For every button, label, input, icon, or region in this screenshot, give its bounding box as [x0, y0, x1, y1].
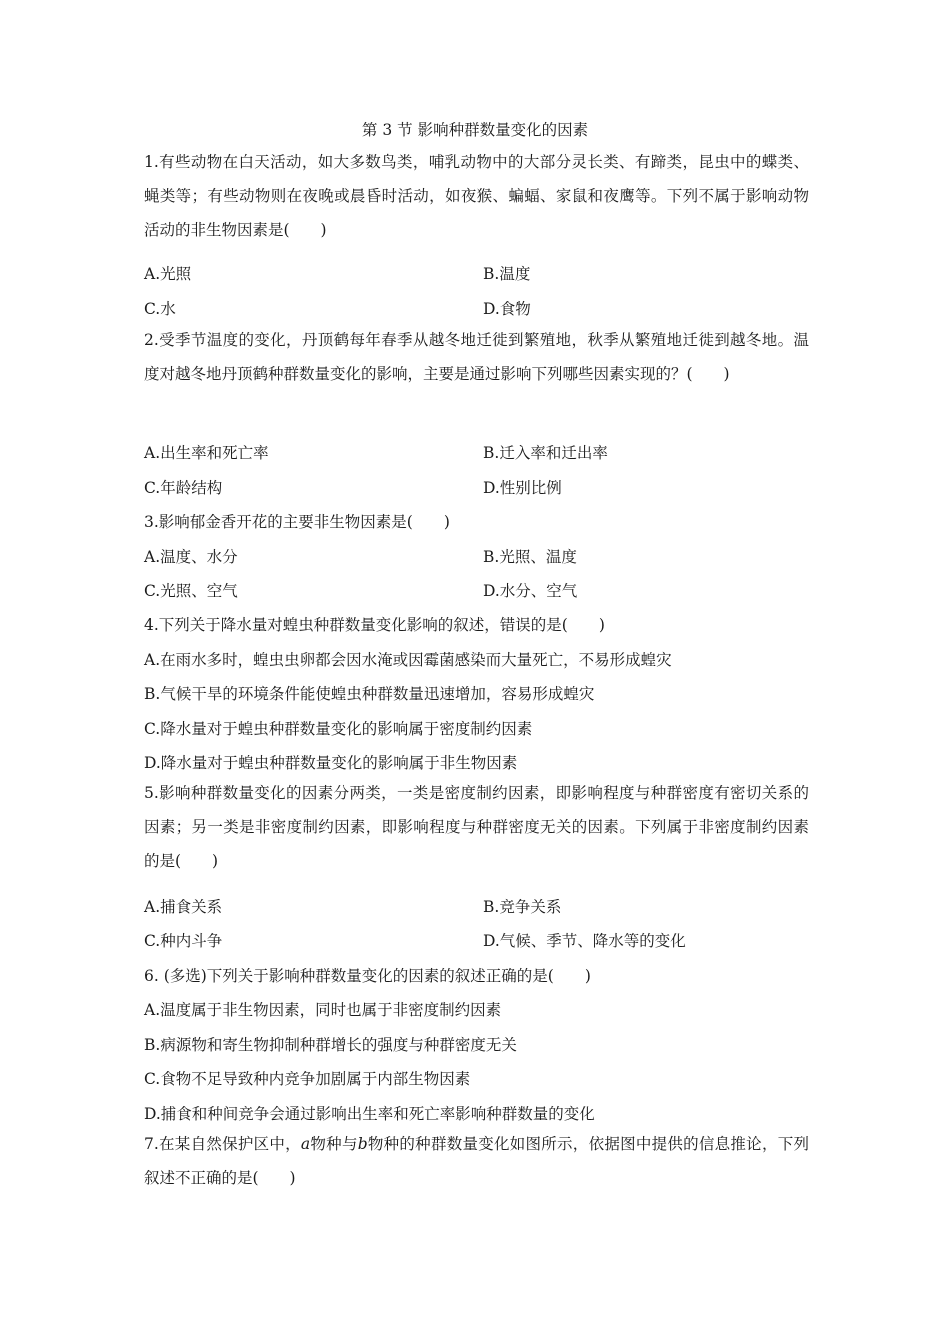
question-2-stem: 2.受季节温度的变化，丹顶鹤每年春季从越冬地迁徙到繁殖地，秋季从繁殖地迁徙到越冬地。温度对越冬地丹顶鹤种群数量变化的影响，主要是通过影响下列哪些因素实现的？( )	[144, 331, 809, 383]
question-6-option-a: A.温度属于非生物因素，同时也属于非密度制约因素	[144, 1001, 502, 1019]
question-2-option-a: A.出生率和死亡率	[144, 444, 269, 462]
question-4-option-a: A.在雨水多时，蝗虫虫卵都会因水淹或因霉菌感染而大量死亡，不易形成蝗灾	[144, 651, 672, 669]
question-7-stem	[144, 1127, 809, 1195]
question-6-option-c: C.食物不足导致种内竞争加剧属于内部生物因素	[144, 1070, 471, 1088]
question-4-option-d: D.降水量对于蝗虫种群数量变化的影响属于非生物因素	[144, 754, 518, 772]
question-2-option-c: C.年龄结构	[144, 479, 223, 497]
question-4-option-c: C.降水量对于蝗虫种群数量变化的影响属于密度制约因素	[144, 720, 533, 738]
question-3-stem: 3.影响郁金香开花的主要非生物因素是( )	[144, 513, 450, 531]
question-4-option-b: B.气候干旱的环境条件能使蝗虫种群数量迅速增加，容易形成蝗灾	[144, 685, 595, 703]
question-3-option-c: C.光照、空气	[144, 582, 238, 600]
question-7-text-3: 物种的种群数量变化如图所示，依据图中提供的信息推论，下列叙述不正确的是( )	[144, 1135, 809, 1187]
question-7-text-2: 物种与	[310, 1135, 358, 1153]
question-1-stem: 1.有些动物在白天活动，如大多数鸟类，哺乳动物中的大部分灵长类、有蹄类，昆虫中的蝶类、蝇类等；有些动物则在夜晚或晨昏时活动，如夜猴、蝙蝠、家鼠和夜鹰等。下列不属于影响动物活动的非生物因素是( )	[144, 153, 809, 239]
question-3-option-b: B.光照、温度	[483, 548, 577, 566]
question-1-option-d: D.食物	[483, 300, 531, 318]
question-7-species-a: a	[300, 1135, 311, 1153]
question-1-option-c: C.水	[144, 300, 176, 318]
question-7-text-1: 7.在某自然保护区中，	[144, 1135, 301, 1153]
question-1-option-b: B.温度	[483, 265, 531, 283]
question-7-species-b: b	[357, 1135, 368, 1153]
question-1-option-a: A.光照	[144, 265, 192, 283]
question-3-option-a: A.温度、水分	[144, 548, 238, 566]
question-5-option-d: D.气候、季节、降水等的变化	[483, 932, 686, 950]
question-3-option-d: D.水分、空气	[483, 582, 578, 600]
question-6-option-d: D.捕食和种间竞争会通过影响出生率和死亡率影响种群数量的变化	[144, 1105, 595, 1123]
question-5-option-b: B.竞争关系	[483, 898, 562, 916]
question-2-option-b: B.迁入率和迁出率	[483, 444, 608, 462]
page-title: 第 3 节 影响种群数量变化的因素	[361, 121, 589, 139]
question-6-option-b: B.病源物和寄生物抑制种群增长的强度与种群密度无关	[144, 1036, 517, 1054]
question-6-stem: 6. (多选)下列关于影响种群数量变化的因素的叙述正确的是( )	[144, 967, 591, 985]
question-2-option-d: D.性别比例	[483, 479, 562, 497]
question-4-stem: 4.下列关于降水量对蝗虫种群数量变化影响的叙述，错误的是( )	[144, 616, 605, 634]
question-5-option-c: C.种内斗争	[144, 932, 223, 950]
question-5-stem: 5.影响种群数量变化的因素分两类，一类是密度制约因素，即影响程度与种群密度有密切关系的因素；另一类是非密度制约因素，即影响程度与种群密度无关的因素。下列属于非密度制约因素的是( )	[144, 784, 809, 870]
question-5-option-a: A.捕食关系	[144, 898, 223, 916]
